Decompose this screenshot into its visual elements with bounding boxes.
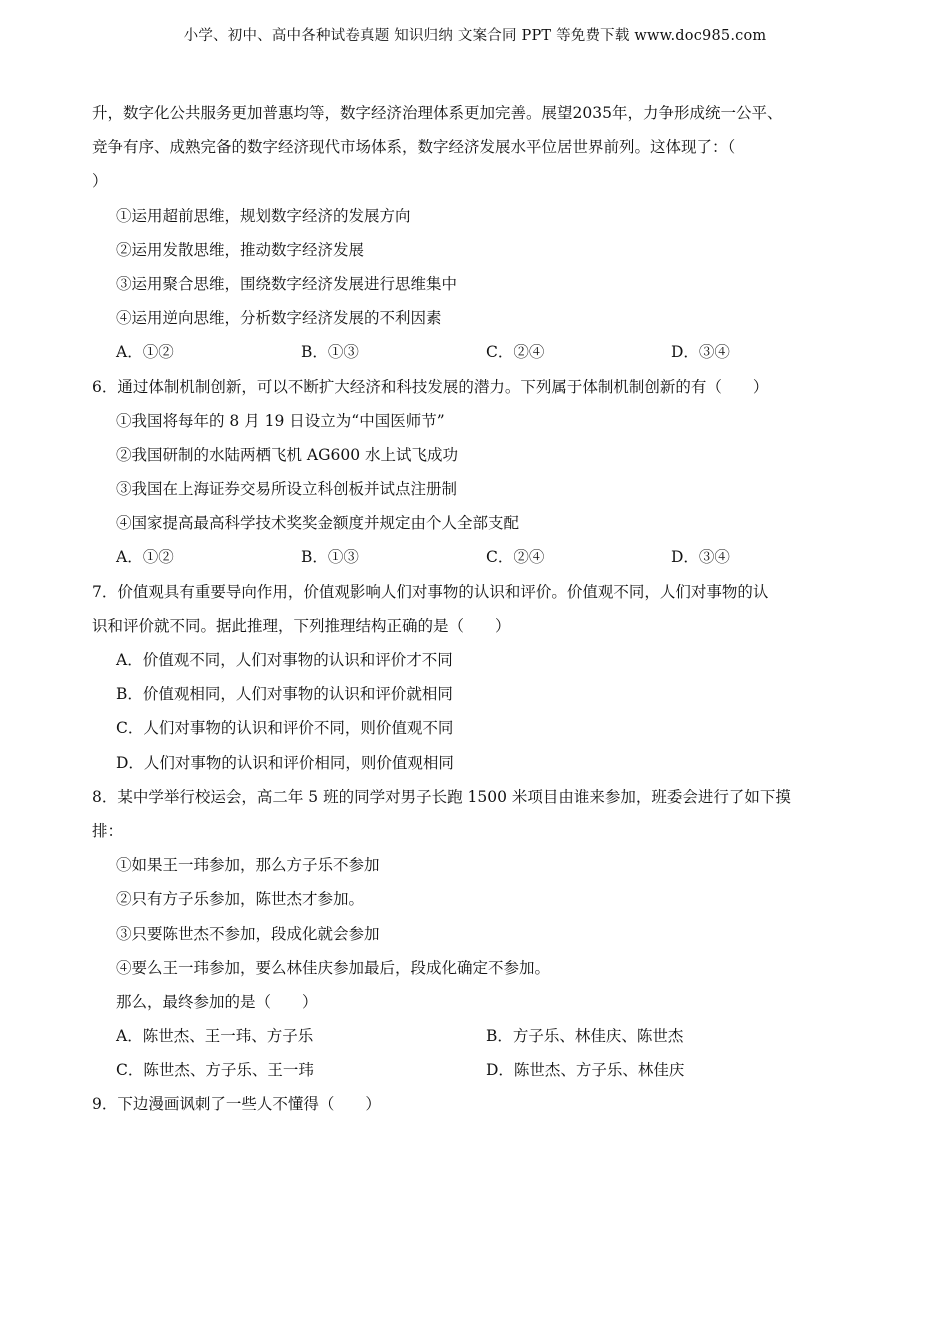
question-8-statement: ④要么王一玮参加，要么林佳庆参加最后，段成化确定不参加。	[116, 958, 551, 977]
question-8-prompt: 那么，最终参加的是（ ）	[116, 992, 318, 1011]
question-8-options-row-2	[92, 1053, 867, 1087]
question-9	[92, 1087, 867, 1121]
question-6-options	[92, 540, 867, 574]
option-d: D．人们对事物的认识和评价相同，则价值观相同	[116, 753, 454, 772]
exam-content	[92, 96, 867, 1122]
option-d: D．③④	[671, 343, 730, 362]
question-6	[92, 370, 867, 575]
option-a: A．价值观不同，人们对事物的认识和评价才不同	[116, 651, 453, 669]
question-8	[92, 780, 867, 1088]
option-c: C．陈世杰、方子乐、王一玮	[116, 1061, 314, 1080]
question-5-stem-line: 升，数字化公共服务更加普惠均等，数字经济治理体系更加完善。展望2035年，力争形成统一公平、	[92, 104, 783, 122]
question-7-stem-line: 识和评价就不同。据此推理，下列推理结构正确的是（ ）	[92, 616, 511, 635]
option-b: B．①③	[301, 343, 359, 362]
question-5-statement: ②运用发散思维，推动数字经济发展	[116, 240, 365, 259]
question-9-stem: 9．下边漫画讽刺了一些人不懂得（ ）	[92, 1095, 381, 1114]
question-5-statement: ①运用超前思维，规划数字经济的发展方向	[116, 206, 411, 225]
question-8-statement: ②只有方子乐参加，陈世杰才参加。	[116, 890, 365, 909]
page-header: 小学、初中、高中各种试卷真题 知识归纳 文案合同 PPT 等免费下载 www.doc985.com	[183, 28, 767, 44]
question-5-statement: ③运用聚合思维，围绕数字经济发展进行思维集中	[116, 274, 458, 293]
question-6-statement: ①我国将每年的 8 月 19 日设立为“中国医师节”	[116, 411, 445, 430]
question-5-statement: ④运用逆向思维，分析数字经济发展的不利因素	[116, 309, 442, 328]
option-c: C．②④	[486, 548, 545, 567]
question-5-stem-line: ）	[92, 172, 108, 191]
question-6-statement: ②我国研制的水陆两栖飞机 AG600 水上试飞成功	[116, 445, 459, 464]
option-d: D．陈世杰、方子乐、林佳庆	[486, 1061, 685, 1080]
question-5-options	[92, 335, 867, 369]
question-7-stem-line: 7．价值观具有重要导向作用，价值观影响人们对事物的认识和评价。价值观不同，人们对事物的认	[92, 582, 769, 601]
question-6-stem: 6．通过体制机制创新，可以不断扩大经济和科技发展的潜力。下列属于体制机制创新的有（ ）	[92, 377, 769, 396]
option-d: D．③④	[671, 548, 730, 567]
question-5-stem-line: 竞争有序、成熟完备的数字经济现代市场体系，数字经济发展水平位居世界前列。这体现了：（	[92, 138, 736, 157]
question-8-statement: ①如果王一玮参加，那么方子乐不参加	[116, 856, 380, 875]
question-8-stem-line: 排：	[92, 821, 124, 840]
question-8-stem-line: 8．某中学举行校运会，高二年 5 班的同学对男子长跑 1500 米项目由谁来参加，班委会进行了如下摸	[92, 787, 791, 806]
option-c: C．②④	[486, 343, 545, 362]
question-6-statement: ③我国在上海证券交易所设立科创板并试点注册制	[116, 480, 458, 499]
option-b: B．方子乐、林佳庆、陈世杰	[486, 1027, 684, 1046]
option-b: B．价值观相同，人们对事物的认识和评价就相同	[116, 685, 453, 704]
option-a: A．①②	[116, 343, 174, 362]
question-8-statement: ③只要陈世杰不参加，段成化就会参加	[116, 924, 380, 943]
option-b: B．①③	[301, 548, 359, 567]
question-8-options-row-1	[92, 1019, 867, 1053]
question-6-statement: ④国家提高最高科学技术奖奖金额度并规定由个人全部支配	[116, 514, 520, 533]
question-5-continued	[92, 96, 867, 370]
question-7	[92, 575, 867, 780]
option-a: A．陈世杰、王一玮、方子乐	[116, 1027, 314, 1046]
option-a: A．①②	[116, 548, 174, 567]
option-c: C．人们对事物的认识和评价不同，则价值观不同	[116, 719, 454, 738]
